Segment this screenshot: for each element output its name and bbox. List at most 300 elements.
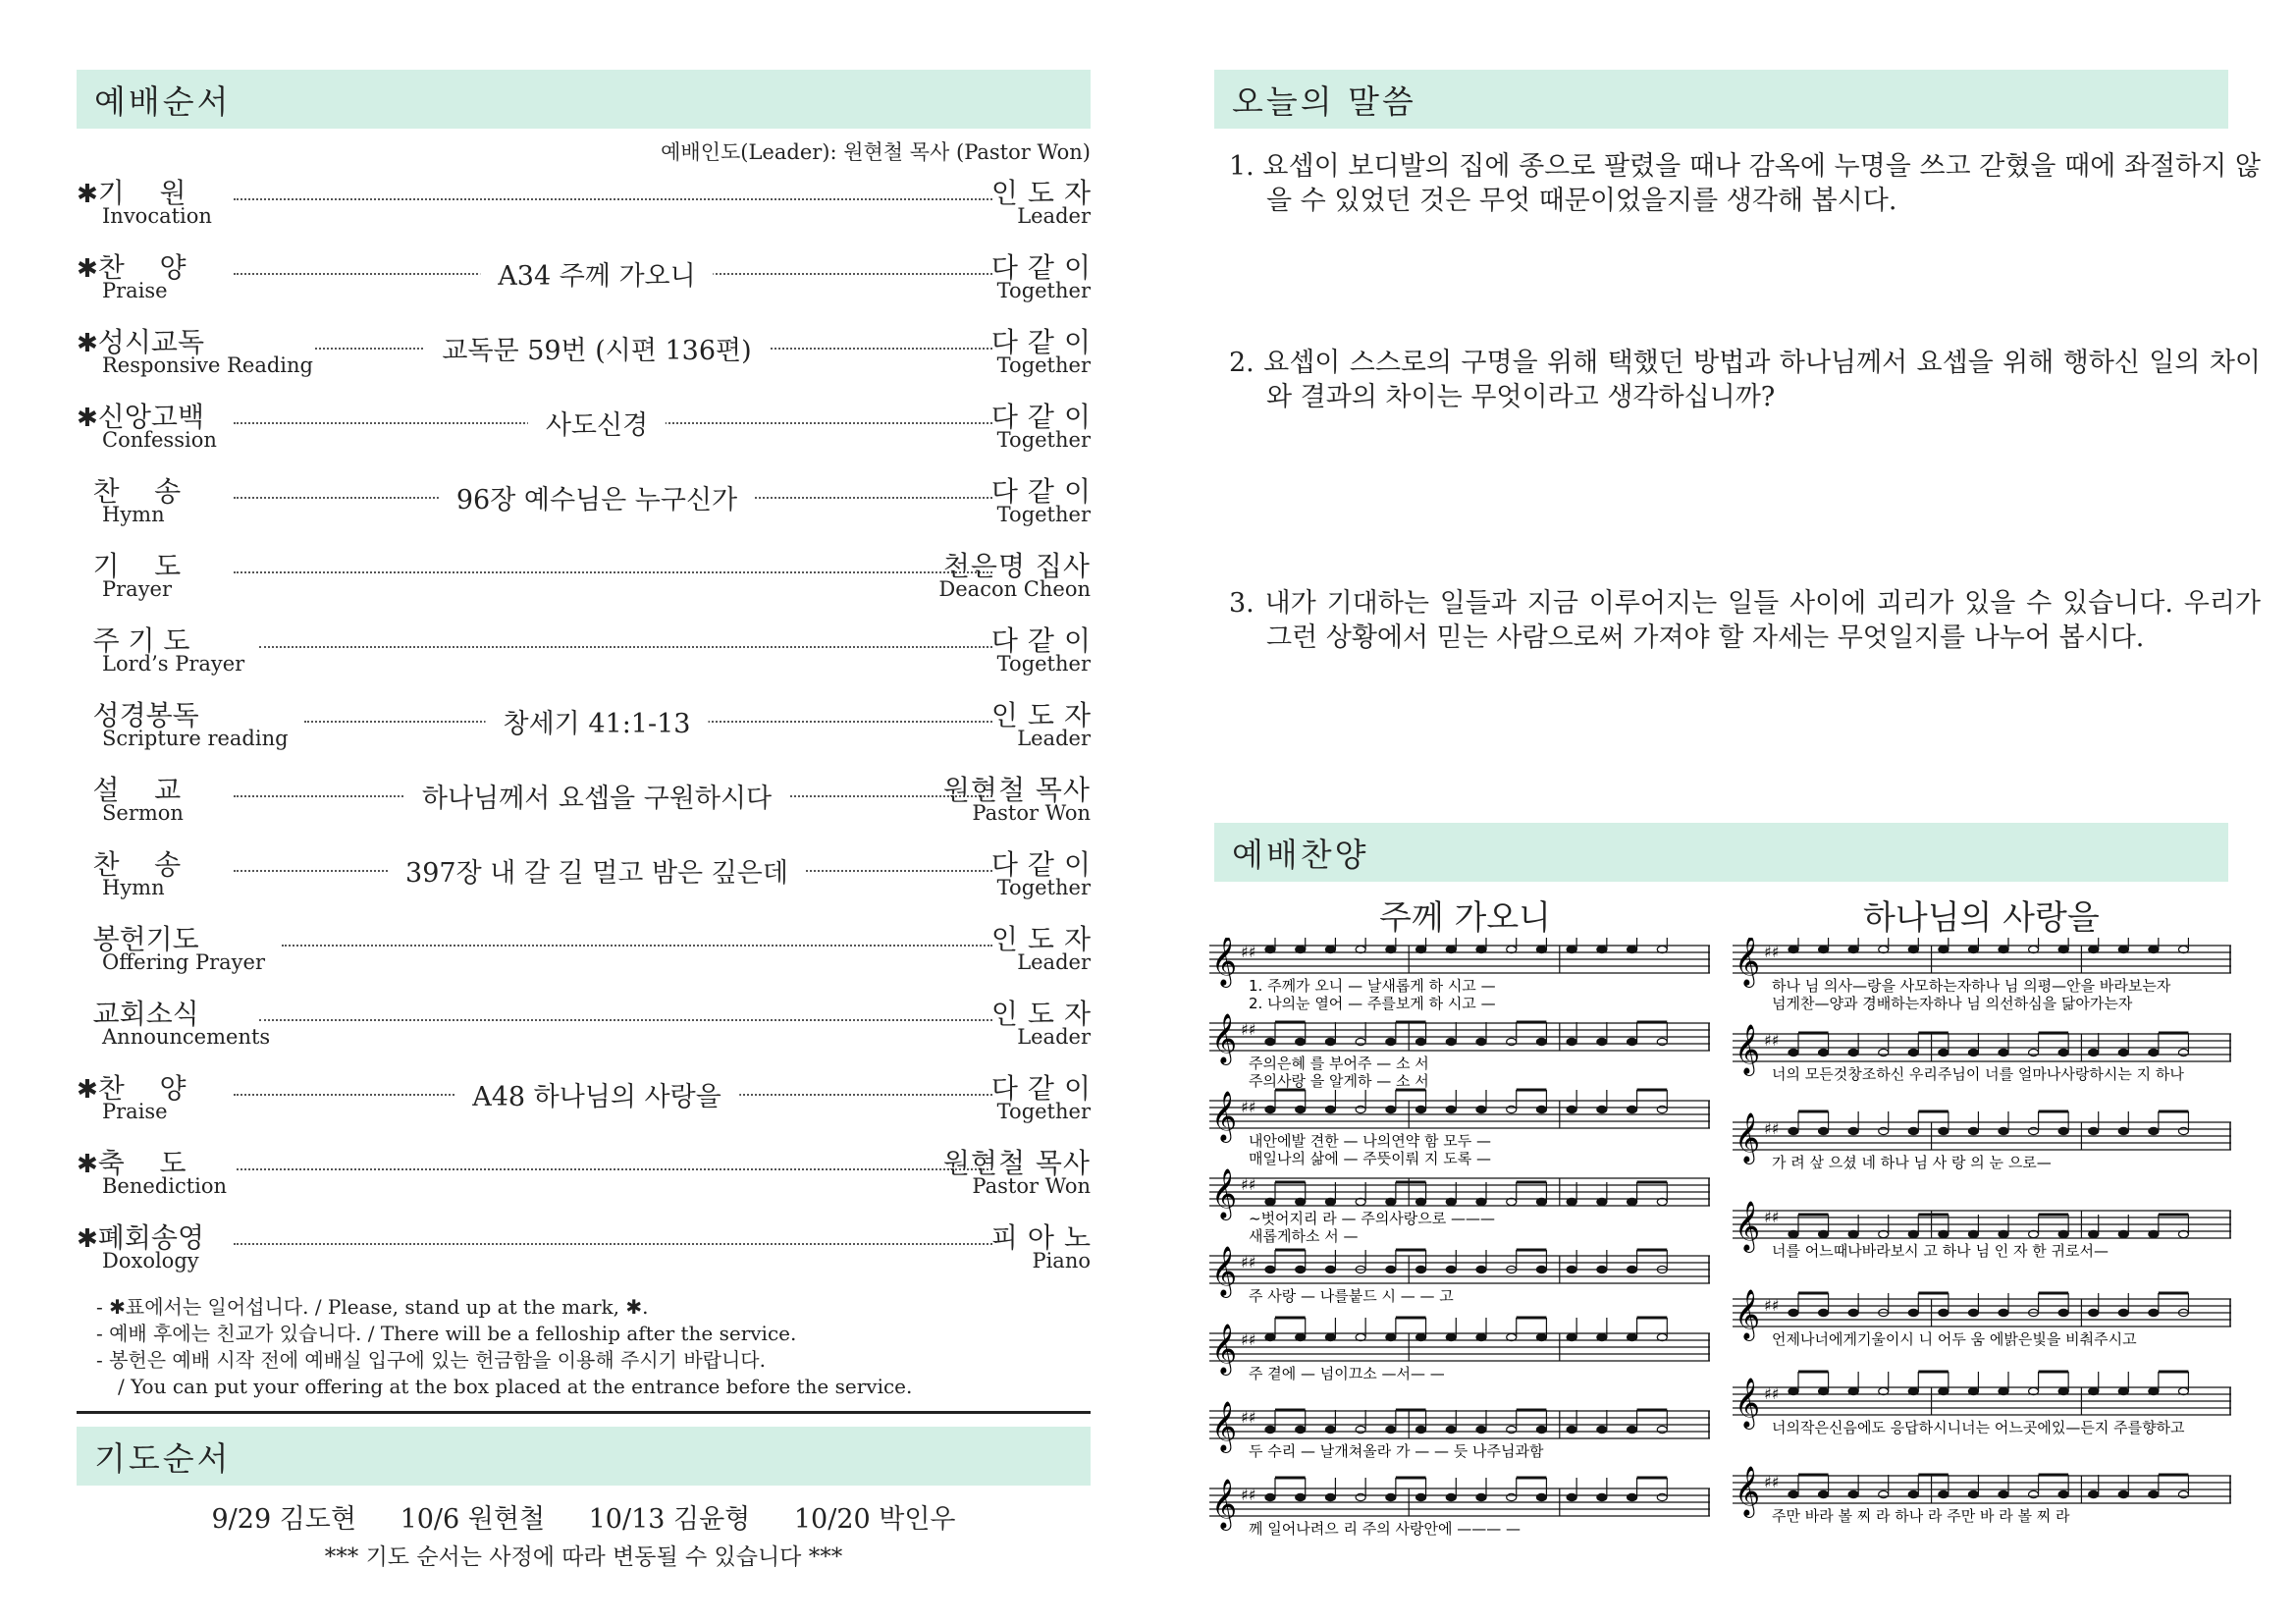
order-row	[77, 694, 1100, 769]
order-item-person-english: Piano	[1032, 1249, 1091, 1272]
order-item-person-english: Leader	[1017, 1025, 1091, 1049]
note-head	[1789, 1049, 1798, 1056]
note-head	[2118, 1230, 2128, 1237]
order-item-person: 천은명 집사	[942, 550, 1091, 582]
prayer-entry: 9/29 김도현	[211, 1504, 356, 1535]
order-row	[77, 396, 1100, 470]
note-head	[1386, 1266, 1396, 1272]
order-item-korean: 성시교독	[97, 326, 204, 358]
note-head	[1819, 1490, 1829, 1497]
lyric-line: 넘게찬—양과 경배하는자하나 님 의선하심을 닮아가는자	[1772, 995, 2133, 1012]
standing-mark-icon	[77, 702, 93, 731]
note-head	[1908, 1230, 1918, 1237]
note-head	[1819, 1049, 1829, 1056]
note-head	[2118, 946, 2128, 952]
note-head	[1296, 1493, 1306, 1500]
note-head	[1536, 1426, 1546, 1433]
note-line: - 봉헌은 예배 시작 전에 예배실 입구에 있는 헌금함을 이용해 주시기 바랍니다.	[96, 1348, 766, 1372]
note-head	[2089, 1230, 2099, 1237]
note-head	[1968, 1230, 1978, 1237]
note-head	[1476, 1038, 1486, 1045]
note-head	[1999, 1049, 2008, 1056]
worship-order-header	[77, 70, 1091, 129]
note-head	[1296, 1106, 1306, 1112]
note-head	[1999, 1490, 2008, 1497]
order-item-person-english: Together	[996, 1100, 1091, 1123]
note-head	[1628, 1038, 1637, 1045]
order-item-korean: 찬 송	[92, 848, 182, 881]
order-item-korean: 폐회송영	[97, 1221, 204, 1254]
note-head	[1296, 1198, 1306, 1205]
order-item-person-english: Together	[996, 428, 1091, 452]
note-head	[1536, 1333, 1546, 1340]
note-head	[1908, 1127, 1918, 1134]
note-head	[1476, 1426, 1486, 1433]
song2-title: 하나님의 사랑을	[1863, 898, 2100, 938]
note-head	[1789, 1387, 1798, 1394]
standing-mark-icon	[77, 478, 93, 508]
note-head	[1296, 946, 1306, 952]
note-head	[1265, 1426, 1275, 1433]
note-head	[1848, 1230, 1858, 1237]
note-head	[1999, 1309, 2008, 1316]
note-line: - ✱표에서는 일어섭니다. / Please, stand up at the mark, ✱.	[96, 1295, 649, 1319]
note-head	[1819, 946, 1829, 952]
key-signature-icon: ♯♯	[1241, 1330, 1256, 1349]
order-item-english: Lord’s Prayer	[102, 652, 245, 676]
note-head	[1446, 1493, 1456, 1500]
standing-mark-icon: ✱	[77, 1075, 98, 1105]
order-item-korean: 설 교	[92, 774, 182, 806]
note-head	[2058, 1230, 2068, 1237]
music-system	[1209, 1478, 1710, 1538]
lyric-line: 주 사랑 — 나를붙드 시 — — 고	[1249, 1287, 1454, 1305]
note-head	[1789, 946, 1798, 952]
dotted-leader	[237, 1168, 993, 1170]
note-head	[1416, 1333, 1426, 1340]
order-item-person-english: Leader	[1017, 204, 1091, 228]
note-head	[1416, 1426, 1426, 1433]
treble-clef-icon: 𝄞	[1211, 1091, 1238, 1141]
note-head	[1476, 1106, 1486, 1112]
order-item-english: Offering Prayer	[102, 950, 265, 974]
key-signature-icon: ♯♯	[1241, 1408, 1256, 1427]
order-item-korean: 기 도	[92, 550, 182, 582]
order-item-person-english: Together	[996, 279, 1091, 302]
note-head	[1567, 1493, 1576, 1500]
order-row	[77, 1217, 1100, 1291]
worship-songs-title: 예배찬양	[1232, 835, 1369, 874]
order-row	[77, 769, 1091, 843]
order-item-korean: 신앙고백	[97, 401, 204, 433]
lyric-line: 언제나너에게기울이시 니 어두 움 에밝은빛을 비춰주시고	[1772, 1330, 2137, 1348]
note-head	[1416, 946, 1426, 952]
note-head	[1325, 1493, 1335, 1500]
worship-songs-header	[1214, 823, 2228, 882]
note-head	[1567, 946, 1576, 952]
note-head	[2149, 1309, 2159, 1316]
note-head	[1476, 1333, 1486, 1340]
note-head	[1536, 1493, 1546, 1500]
order-item-person: 인도자	[990, 699, 1100, 731]
music-system	[1733, 1024, 2231, 1083]
note-head	[2149, 1490, 2159, 1497]
music-system	[1733, 938, 2231, 1012]
note-head	[1939, 1309, 1949, 1316]
dotted-leader	[234, 571, 992, 573]
note-head	[1848, 1127, 1858, 1134]
standing-mark-icon	[77, 1001, 93, 1030]
note-head	[1265, 1198, 1275, 1205]
song1-title: 주께 가오니	[1379, 898, 1552, 938]
note-head	[1848, 1309, 1858, 1316]
note-head	[1789, 1230, 1798, 1237]
order-row	[77, 843, 1100, 918]
note-head	[1536, 1266, 1546, 1272]
prayer-entry: 10/13 김윤형	[588, 1504, 751, 1535]
note-head	[1567, 1426, 1576, 1433]
order-item-english: Invocation	[102, 204, 212, 228]
note-head	[1446, 1333, 1456, 1340]
note-head	[1597, 1266, 1607, 1272]
order-item-english: Doxology	[102, 1249, 199, 1272]
order-item-korean: 기 원	[97, 177, 187, 209]
note-head	[1848, 1387, 1858, 1394]
order-item-person-english: Together	[996, 876, 1091, 899]
question-3: 3. 내가 기대하는 일들과 지금 이루어지는 일들 사이에 괴리가 있을 수 있습니다. 우리가 그런 상황에서 믿는 사람으로써 가져야 할 자세는 무엇일지를 나누어 봅시다.	[1229, 588, 2261, 653]
prayer-order-note: *** 기도 순서는 사정에 따라 변동될 수 있습니다 ***	[324, 1544, 843, 1570]
note-head	[1446, 1038, 1456, 1045]
order-item-person: 피아노	[990, 1221, 1100, 1254]
note-head	[2118, 1387, 2128, 1394]
note-head	[1789, 1309, 1798, 1316]
treble-clef-icon: 𝄞	[1735, 1378, 1761, 1428]
music-system	[1733, 1372, 2231, 1436]
note-head	[1597, 946, 1607, 952]
note-head	[1597, 1198, 1607, 1205]
note-head	[1628, 1106, 1637, 1112]
note-head	[2089, 1127, 2099, 1134]
note-head	[1536, 1106, 1546, 1112]
order-item-person-english: Pastor Won	[972, 801, 1091, 825]
note-head	[1628, 1493, 1637, 1500]
order-item-person-english: Together	[996, 503, 1091, 526]
lyric-line: 께 일어나려으 리 주의 사랑안에 ——— —	[1249, 1520, 1521, 1538]
note-head	[1999, 1387, 2008, 1394]
treble-clef-icon: 𝄞	[1735, 1112, 1761, 1163]
order-item-person-english: Deacon Cheon	[938, 577, 1091, 601]
note-head	[2089, 1309, 2099, 1316]
order-row	[77, 1067, 1100, 1142]
key-signature-icon: ♯♯	[1764, 1384, 1780, 1403]
treble-clef-icon: 𝄞	[1211, 1246, 1238, 1296]
note-head	[1908, 1490, 1918, 1497]
lyric-line: 1. 주께가 오니 — 날새롭게 하 시고 —	[1249, 977, 1496, 995]
note-head	[2149, 946, 2159, 952]
order-row	[77, 620, 1100, 694]
note-head	[1386, 946, 1396, 952]
note-head	[1939, 1387, 1949, 1394]
key-signature-icon: ♯♯	[1764, 1296, 1780, 1315]
standing-mark-icon	[77, 627, 93, 657]
todays-word-title: 오늘의 말씀	[1232, 81, 1416, 121]
order-item-person: 다같이	[990, 624, 1100, 657]
note-head	[1819, 1309, 1829, 1316]
note-head	[1848, 946, 1858, 952]
order-item-english: Scripture reading	[102, 727, 289, 750]
order-row	[77, 470, 1100, 545]
order-item-korean: 봉헌기도	[92, 923, 199, 955]
key-signature-icon: ♯♯	[1241, 1175, 1256, 1194]
standing-mark-icon: ✱	[77, 329, 98, 358]
note-head	[1325, 1426, 1335, 1433]
note-head	[1628, 946, 1637, 952]
note-head	[1446, 1198, 1456, 1205]
order-item-detail: A34 주께 가오니	[480, 254, 713, 293]
treble-clef-icon: 𝄞	[1735, 1024, 1761, 1074]
note-head	[1296, 1266, 1306, 1272]
note-head	[1999, 946, 2008, 952]
note-head	[1416, 1493, 1426, 1500]
order-item-person-english: Leader	[1017, 727, 1091, 750]
worship-leader-line: 예배인도(Leader): 원현철 목사 (Pastor Won)	[661, 140, 1091, 164]
note-head	[1536, 1038, 1546, 1045]
note-head	[1446, 1106, 1456, 1112]
lyric-line: 2. 나의눈 열어 — 주를보게 하 시고 —	[1249, 995, 1496, 1012]
standing-mark-icon	[77, 851, 93, 881]
key-signature-icon: ♯♯	[1241, 1486, 1256, 1504]
note-head	[1325, 1333, 1335, 1340]
music-system	[1209, 1168, 1710, 1245]
order-item-person-english: Pastor Won	[972, 1174, 1091, 1198]
order-item-english: Responsive Reading	[102, 353, 313, 377]
order-item-korean: 주 기 도	[92, 624, 190, 657]
order-item-korean: 교회소식	[92, 998, 199, 1030]
note-head	[1567, 1333, 1576, 1340]
note-head	[2118, 1490, 2128, 1497]
note-head	[1848, 1490, 1858, 1497]
note-head	[1597, 1106, 1607, 1112]
note-head	[1908, 1387, 1918, 1394]
note-head	[1416, 1198, 1426, 1205]
order-item-person: 다같이	[990, 401, 1100, 433]
note-head	[1908, 1309, 1918, 1316]
note-head	[1446, 1266, 1456, 1272]
order-item-korean: 찬 양	[97, 1072, 187, 1105]
lyric-line: ~벗어지리 라 — 주의사랑으로 ———	[1249, 1210, 1496, 1227]
note-head	[1325, 1106, 1335, 1112]
lyric-line: 새롭게하소 서 —	[1249, 1227, 1359, 1245]
note-head	[1908, 1049, 1918, 1056]
order-row	[77, 172, 1100, 246]
note-head	[1819, 1230, 1829, 1237]
note-head	[1386, 1038, 1396, 1045]
standing-mark-icon	[77, 926, 93, 955]
note-head	[1416, 1038, 1426, 1045]
note-head	[1325, 1198, 1335, 1205]
note-head	[1999, 1127, 2008, 1134]
lyric-line: 하나 님 의사—랑을 사모하는자하나 님 의평—안을 바라보는자	[1772, 977, 2171, 995]
order-item-english: Sermon	[102, 801, 184, 825]
note-head	[1968, 1387, 1978, 1394]
order-row	[77, 545, 1091, 620]
note-head	[2089, 1049, 2099, 1056]
order-item-person: 다같이	[990, 848, 1100, 881]
note-head	[1265, 1333, 1275, 1340]
order-item-english: Hymn	[102, 876, 165, 899]
music-system	[1209, 1401, 1710, 1460]
music-system	[1209, 1246, 1710, 1305]
order-item-english: Praise	[102, 1100, 168, 1123]
prayer-entry: 10/6 원현철	[400, 1504, 546, 1535]
note-head	[1789, 1490, 1798, 1497]
order-item-person-english: Together	[996, 652, 1091, 676]
order-item-english: Hymn	[102, 503, 165, 526]
lyric-line: 너의 모든것창조하신 우리주님이 너를 얼마나사랑하시는 지 하나	[1772, 1065, 2184, 1083]
note-head	[1446, 946, 1456, 952]
music-system	[1733, 1111, 2231, 1171]
lyric-line: 두 수리 — 날개쳐올라 가 — — 듯 나주님과함	[1249, 1442, 1544, 1460]
key-signature-icon: ♯♯	[1241, 1253, 1256, 1272]
dotted-leader	[259, 646, 993, 648]
note-head	[2058, 1309, 2068, 1316]
note-head	[1536, 1198, 1546, 1205]
note-head	[1968, 1490, 1978, 1497]
note-head	[1968, 1309, 1978, 1316]
note-head	[2149, 1387, 2159, 1394]
music-system	[1733, 1466, 2231, 1525]
note-line: - 예배 후에는 친교가 있습니다. / There will be a felloship after the service.	[96, 1322, 797, 1345]
song2-sheet-music	[1733, 938, 2231, 1566]
note-head	[1265, 1493, 1275, 1500]
note-head	[1386, 1198, 1396, 1205]
note-head	[1939, 1127, 1949, 1134]
order-row	[77, 321, 1100, 396]
note-head	[1567, 1198, 1576, 1205]
order-item-person: 원현철 목사	[942, 774, 1091, 806]
note-head	[1819, 1127, 1829, 1134]
order-item-person: 인도자	[990, 998, 1100, 1030]
dotted-leader	[234, 1243, 992, 1245]
order-item-english: Announcements	[102, 1025, 271, 1049]
note-head	[1567, 1106, 1576, 1112]
note-head	[1597, 1333, 1607, 1340]
order-item-person: 다같이	[990, 475, 1100, 508]
note-head	[2058, 946, 2068, 952]
key-signature-icon: ♯♯	[1764, 1031, 1780, 1050]
key-signature-icon: ♯♯	[1241, 1020, 1256, 1039]
order-item-person-english: Together	[996, 353, 1091, 377]
note-head	[2149, 1127, 2159, 1134]
note-head	[1939, 1230, 1949, 1237]
key-signature-icon: ♯♯	[1764, 1119, 1780, 1138]
note-head	[1416, 1106, 1426, 1112]
order-item-korean: 찬 송	[92, 475, 182, 508]
key-signature-icon: ♯♯	[1241, 943, 1256, 961]
treble-clef-icon: 𝄞	[1211, 1479, 1238, 1529]
question-1: 1. 요셉이 보디발의 집에 종으로 팔렸을 때나 감옥에 누명을 쓰고 갇혔을 때에 좌절하지 않을 수 있었던 것은 무엇 때문이었을지를 생각해 봅시다.	[1229, 151, 2261, 216]
note-head	[1999, 1230, 2008, 1237]
song1-sheet-music	[1209, 938, 1710, 1566]
note-head	[2089, 946, 2099, 952]
note-head	[1265, 1266, 1275, 1272]
order-item-detail: 사도신경	[528, 404, 666, 442]
section-divider	[77, 1411, 1091, 1414]
worship-notes	[96, 1294, 912, 1400]
order-item-person: 다같이	[990, 1072, 1100, 1105]
note-head	[2118, 1127, 2128, 1134]
music-system	[1209, 1013, 1710, 1090]
lyric-line: 너의작은신음에도 응답하시니너는 어느곳에있—든지 주를향하고	[1772, 1419, 2185, 1436]
note-head	[1968, 1127, 1978, 1134]
note-head	[2118, 1309, 2128, 1316]
order-item-detail: 397장 내 갈 길 멀고 밤은 깊은데	[388, 851, 806, 890]
note-head	[1939, 1049, 1949, 1056]
order-item-english: Benediction	[102, 1174, 228, 1198]
order-item-korean: 축 도	[97, 1147, 187, 1179]
order-item-english: Praise	[102, 279, 168, 302]
note-head	[1476, 1493, 1486, 1500]
order-row	[77, 1142, 1091, 1217]
music-system	[1209, 1318, 1710, 1382]
note-head	[1939, 946, 1949, 952]
note-head	[1265, 1038, 1275, 1045]
treble-clef-icon: 𝄞	[1735, 938, 1761, 986]
question-2: 2. 요셉이 스스로의 구명을 위해 택했던 방법과 하나님께서 요셉을 위해 행하신 일의 차이와 결과의 차이는 무엇이라고 생각하십니까?	[1229, 348, 2261, 412]
note-line: / You can put your offering at the box placed at the entrance before the service.	[118, 1375, 913, 1398]
order-item-korean: 찬 양	[97, 251, 187, 284]
treble-clef-icon: 𝄞	[1735, 1289, 1761, 1339]
order-item-person: 원현철 목사	[942, 1147, 1091, 1179]
note-head	[2058, 1127, 2068, 1134]
treble-clef-icon: 𝄞	[1211, 1324, 1238, 1374]
prayer-order-header	[77, 1427, 1091, 1486]
standing-mark-icon: ✱	[77, 404, 98, 433]
order-item-english: Prayer	[102, 577, 173, 601]
order-item-detail: A48 하나님의 사랑을	[454, 1075, 739, 1113]
prayer-order-title: 기도순서	[94, 1438, 232, 1478]
standing-mark-icon: ✱	[77, 254, 98, 284]
note-head	[1296, 1333, 1306, 1340]
todays-word-header	[1214, 70, 2228, 129]
note-head	[1296, 1426, 1306, 1433]
note-head	[1476, 946, 1486, 952]
order-row	[77, 918, 1100, 993]
prayer-order-entries	[77, 1497, 1091, 1536]
order-row	[77, 246, 1100, 321]
standing-mark-icon	[77, 777, 93, 806]
note-head	[2058, 1049, 2068, 1056]
note-head	[2149, 1049, 2159, 1056]
note-head	[1386, 1333, 1396, 1340]
treble-clef-icon: 𝄞	[1211, 1013, 1238, 1063]
note-head	[1567, 1266, 1576, 1272]
note-head	[2089, 1387, 2099, 1394]
note-head	[1325, 946, 1335, 952]
note-head	[1536, 946, 1546, 952]
note-head	[1819, 1387, 1829, 1394]
standing-mark-icon: ✱	[77, 1150, 98, 1179]
note-head	[1325, 1038, 1335, 1045]
note-head	[2118, 1049, 2128, 1056]
note-head	[1476, 1198, 1486, 1205]
order-item-detail: 교독문 59번 (시편 136편)	[424, 329, 769, 367]
lyric-line: 매일나의 삶에 — 주뜻이뤄 지 도록 —	[1249, 1150, 1491, 1167]
music-system	[1733, 1201, 2231, 1260]
dotted-leader	[234, 198, 992, 200]
key-signature-icon: ♯♯	[1241, 1098, 1256, 1116]
dotted-leader	[259, 1019, 993, 1021]
